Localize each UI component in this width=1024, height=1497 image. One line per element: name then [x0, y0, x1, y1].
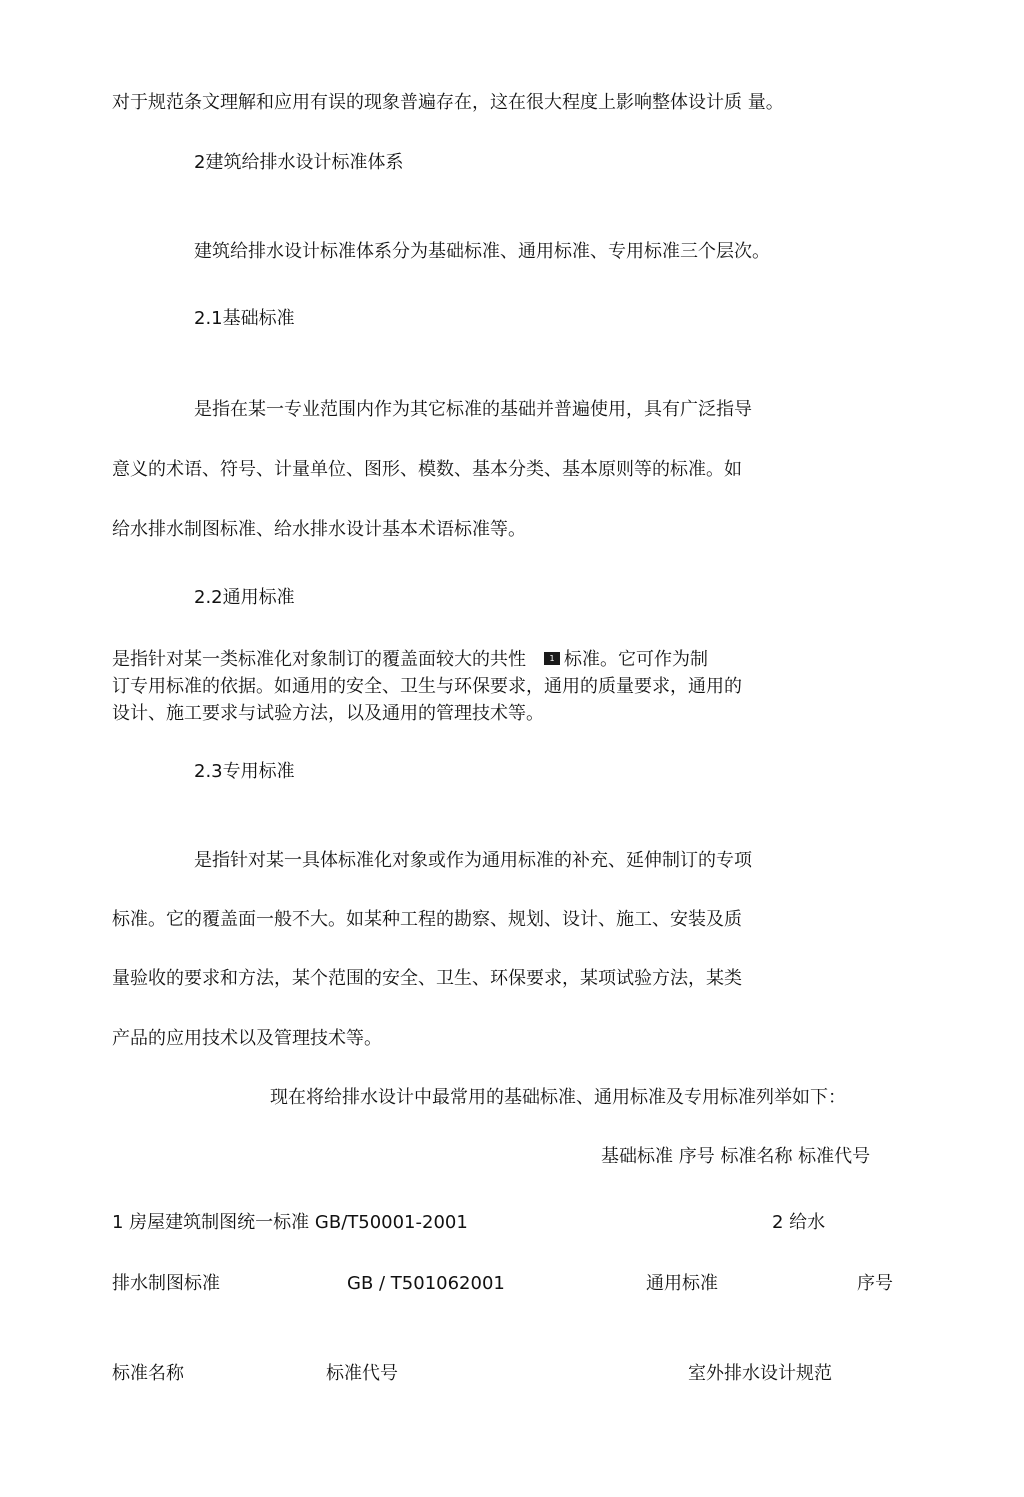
- paragraph-line: 量验收的要求和方法，某个范围的安全、卫生、环保要求，某项试验方法，某类: [112, 968, 742, 989]
- paragraph-line: 是指在某一专业范围内作为其它标准的基础并普遍使用，具有广泛指导: [194, 399, 752, 420]
- paragraph-line: 订专用标准的依据。如通用的安全、卫生与环保要求，通用的质量要求，通用的: [112, 676, 742, 697]
- paragraph-line: 是指针对某一具体标准化对象或作为通用标准的补充、延伸制订的专项: [194, 850, 752, 871]
- table-cell: GB / T501062001: [347, 1273, 505, 1294]
- table-category-label: 通用标准: [646, 1273, 718, 1294]
- table-row: 1 房屋建筑制图统一标准 GB/T50001-2001: [112, 1212, 468, 1233]
- table-column-header: 标准名称: [112, 1363, 184, 1384]
- table-cell: 2 给水: [772, 1212, 826, 1233]
- subsection-heading: 2.2通用标准: [194, 587, 295, 608]
- table-cell: 室外排水设计规范: [688, 1363, 832, 1384]
- paragraph-line: 对于规范条文理解和应用有误的现象普遍存在，这在很大程度上影响整体设计质 量。: [112, 92, 784, 113]
- table-header: 基础标准 序号 标准名称 标准代号: [601, 1146, 871, 1167]
- paragraph-line: 设计、施工要求与试验方法，以及通用的管理技术等。: [112, 703, 544, 724]
- paragraph-line: 产品的应用技术以及管理技术等。: [112, 1028, 382, 1049]
- paragraph-line: 建筑给排水设计标准体系分为基础标准、通用标准、专用标准三个层次。: [194, 241, 770, 262]
- table-column-header: 标准代号: [326, 1363, 398, 1384]
- table-column-header: 序号: [857, 1273, 893, 1294]
- paragraph-line: 给水排水制图标准、给水排水设计基本术语标准等。: [112, 519, 526, 540]
- subsection-heading: 2.3专用标准: [194, 761, 295, 782]
- paragraph-line: 意义的术语、符号、计量单位、图形、模数、基本分类、基本原则等的标准。如: [112, 459, 742, 480]
- section-heading: 2建筑给排水设计标准体系: [194, 152, 404, 173]
- paragraph-line: 现在将给排水设计中最常用的基础标准、通用标准及专用标准列举如下：: [270, 1087, 846, 1108]
- subsection-heading: 2.1基础标准: [194, 308, 295, 329]
- paragraph-text: 标准。它可作为制: [564, 649, 708, 670]
- table-cell: 排水制图标准: [112, 1273, 220, 1294]
- paragraph-line: [112, 651, 708, 669]
- footnote-marker: 1: [544, 652, 560, 665]
- paragraph-line: 标准。它的覆盖面一般不大。如某种工程的勘察、规划、设计、施工、安装及质: [112, 909, 742, 930]
- paragraph-text: 是指针对某一类标准化对象制订的覆盖面较大的共性: [112, 649, 526, 670]
